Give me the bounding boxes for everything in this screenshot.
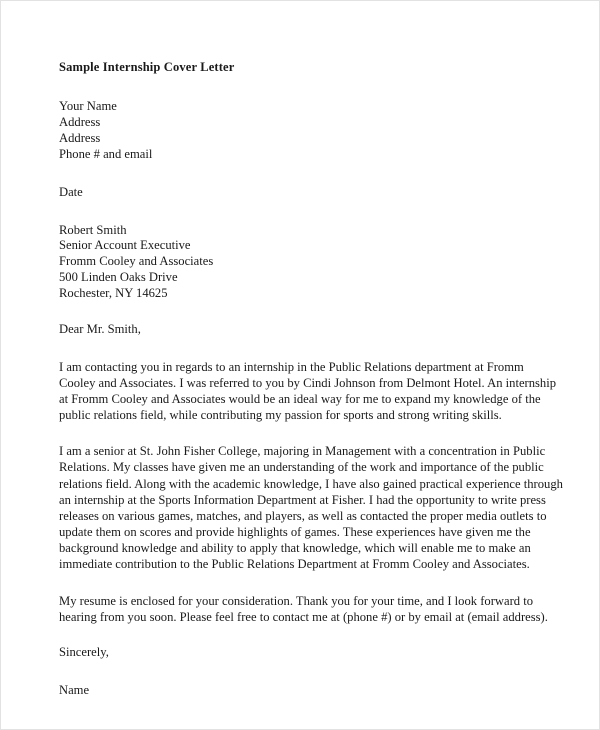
sender-line: Address [59, 114, 101, 129]
sender-line: Your Name [59, 99, 117, 113]
sender-line: Address [59, 130, 101, 145]
date-line: Date [59, 184, 83, 199]
body-paragraph: My resume is enclosed for your consideration. Thank you for your time, and I look forward to hearing from you soon. Please feel free to contact me at (phone #) or by email at (email address). [59, 594, 548, 625]
sender-line: Phone # and email [59, 146, 153, 161]
page-title: Sample Internship Cover Letter [59, 60, 235, 74]
sender-address-block [59, 99, 573, 163]
recipient-line: Senior Account Executive [59, 238, 191, 253]
recipient-line: Fromm Cooley and Associates [59, 254, 214, 269]
signature-line: Name [59, 683, 90, 698]
closing-line: Sincerely, [59, 645, 109, 660]
recipient-line: Robert Smith [59, 222, 127, 237]
date-block [59, 185, 573, 201]
recipient-address-block [59, 223, 573, 303]
salutation: Dear Mr. Smith, [59, 322, 141, 337]
letter-body [59, 59, 573, 699]
recipient-line: 500 Linden Oaks Drive [59, 270, 178, 285]
recipient-line: Rochester, NY 14625 [59, 286, 168, 301]
body-paragraph: I am contacting you in regards to an internship in the Public Relations department at Fromm Cooley and Associates. I was referred to you by Cindi Johnson from Delmont Hotel. An internship at Fromm Cooley and Associates would be an ideal way for me to expand my knowledge of the public relations field, while contributing my passion for sports and strong writing skills. [59, 359, 557, 423]
body-paragraph: I am a senior at St. John Fisher College, majoring in Management with a concentration in Public Relations. My classes have given me an understanding of the work and importance of the public relations field. Along with the academic knowledge, I have also gained practical experience through an internship at the Sports Information Department at Fisher. I had the opportunity to write press releases on various games, matches, and players, as well as contacted the proper media outlets to update them on scores and provide highlights of games. These experiences have given me the background knowledge and ability to apply that knowledge, which will enable me to make an immediate contribution to the Public Relations Department at Fromm Cooley and Associates. [59, 444, 563, 571]
